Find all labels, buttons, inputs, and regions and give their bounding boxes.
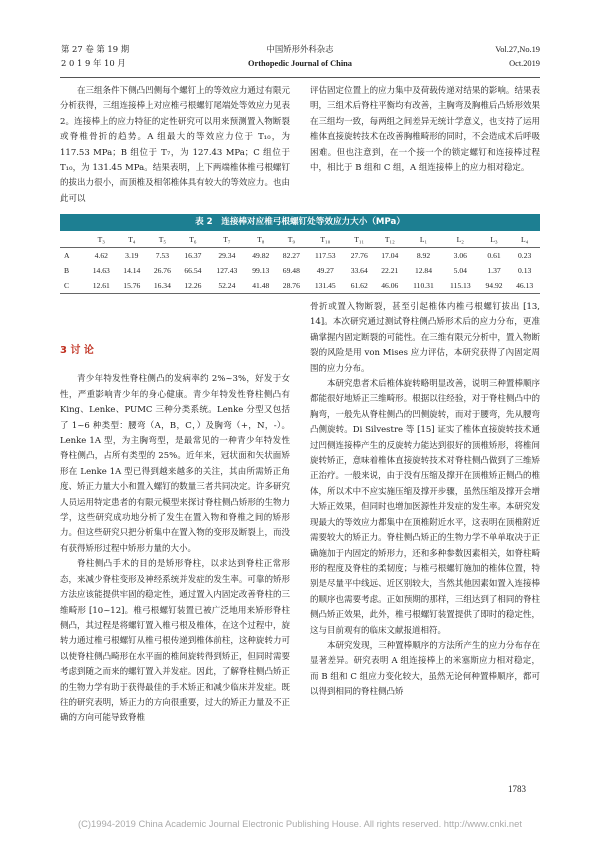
table-cell: 33.64 — [350, 266, 368, 275]
table-cell: 14.14 — [123, 266, 141, 275]
column-header: T₄ — [128, 235, 136, 244]
table-cell: 110.31 — [413, 281, 434, 290]
table-cell: 5.04 — [453, 266, 467, 275]
table-cell: 16.37 — [184, 251, 202, 260]
column-header: T₁₁ — [354, 235, 365, 244]
issue-date-cn: 2 0 1 9 年 10 月 — [61, 58, 126, 68]
table-cell: 12.84 — [414, 266, 433, 275]
table-caption: 表 2 连接棒对应椎弓根螺钉处等效应力大小（MPa） — [60, 214, 540, 231]
table-cell: 115.13 — [450, 281, 471, 290]
journal-title-cn: 中国矫形外科杂志 — [266, 44, 334, 54]
table-cell: 0.61 — [487, 251, 501, 260]
table-cell: 94.92 — [485, 281, 503, 290]
table-cell: 3.19 — [125, 251, 139, 260]
left-column-bottom — [60, 343, 290, 727]
volume-issue-cn: 第 27 卷 第 19 期 — [61, 44, 130, 54]
table-cell: 0.13 — [518, 266, 532, 275]
table-cell: 12.26 — [184, 281, 202, 290]
table-cell: 66.54 — [184, 266, 202, 275]
column-header: T₆ — [189, 235, 197, 244]
column-header: L₄ — [521, 235, 529, 244]
table-cell: 8.92 — [416, 251, 431, 260]
column-header: T₇ — [223, 235, 231, 244]
discussion-paragraph-2: 脊柱侧凸手术的目的是矫形脊柱，以求达到脊柱正常形态，来减少脊柱变形及神经系统并发症的发生率。可靠的矫形方法应该能提供牢固的稳定性，通过置入内固定改善脊柱的三维畸形 [10~12]。椎弓根螺钉装置已被广泛地用来矫形脊柱侧凸，其过程是将螺钉置入椎弓根及椎体，在这个过程中，旋转力通过椎弓根螺钉从椎弓根传递到椎体前柱，这种旋转力可以使脊柱侧凸畸形在水平面的椎间旋转得到矫正，但同时需要考虑到随之而来的螺钉置入并发症。因此，了解脊柱侧凸矫正的生物力学有助于获得最佳的手术矫正和减少临床并发症。既往的研究表明，矫正力的方向很重要，过大的矫正力量及不正确的方向可能导致脊椎 — [60, 559, 290, 724]
copyright-watermark: (C)1994-2019 China Academic Journal Electronic Publishing House. All rights reserved. http://www.cnki.net — [78, 818, 522, 829]
journal-title-en: Orthopedic Journal of China — [247, 59, 352, 68]
table-cell: C — [64, 281, 70, 290]
table-cell: 15.76 — [123, 281, 141, 290]
column-header: L₂ — [456, 235, 464, 244]
table-cell: 49.82 — [252, 251, 270, 260]
results-paragraph-continued: 评估固定位置上的应力集中及荷载传递对结果的影响。结果表明，三组术后脊柱平衡均有改善，主胸弯及胸椎后凸矫形效果在三组均一致，每两组之间差异无统计学意义，也支持了运用椎体直接旋转技术在改善胸椎畸形的同时，不会造成术后呼吸困难。但也注意到，在一个接一个的锁定螺钉和连接棒过程中，相比于 B 组和 C 组，A 组连接棒上的应力相对稳定。 — [310, 86, 540, 174]
header-rule — [60, 77, 540, 78]
table-cell: 117.53 — [314, 251, 336, 260]
table-cell: 99.13 — [252, 266, 270, 275]
table-cell: 7.53 — [155, 251, 170, 260]
table-cell: 3.06 — [453, 251, 467, 260]
discussion-paragraph-2-continued: 骨折或置入物断裂，甚至引起椎体内椎弓根螺钉拔出 [13, 14]。本次研究通过测试脊柱侧凸矫形术后的应力分布，更准确掌握内固定断裂的可能性。在三维有限元分析中，置入物断裂的风险是用 von Mises 应力评估，本研究获得了內固定周围的应力分布。 — [310, 302, 540, 374]
column-header: L₁ — [419, 235, 428, 244]
table-cell: 52.24 — [218, 281, 236, 290]
volume-issue-en: Vol.27,No.19 — [495, 45, 540, 54]
issue-date-en: Oct.2019 — [509, 59, 540, 68]
table-row — [60, 278, 540, 294]
column-header: T₈ — [257, 235, 265, 244]
right-column-top — [310, 84, 540, 176]
results-paragraph: 在三组条件下侧凸凹侧每个螺钉上的等效应力通过有限元分析获得，三组连接棒上对应椎弓根螺钉尾端处等效应力见表 2。连接棒上的应力特征的定性研究可以用来预测置入物断裂或脊椎骨折的趋势。A 组最大的等效应力位于 T₁₀，为 117.53 MPa；B 组位于 T₇，为 127.43 MPa；C 组位于 T₁₀，为 131.45 MPa。结果表明，上下两端椎体椎弓根螺钉的拔出力很小，而顶椎及相邻椎体具有较大的等效应力。也由此可以 — [60, 86, 290, 204]
section-title: 3 讨 论 — [60, 345, 94, 356]
table-cell: 28.76 — [282, 281, 300, 290]
table-cell: 12.61 — [92, 281, 110, 290]
table-cell: 41.48 — [252, 281, 270, 290]
table-cell: 69.48 — [282, 266, 300, 275]
table-cell: 131.45 — [314, 281, 336, 290]
table-cell: 61.62 — [350, 281, 368, 290]
table-cell: 127.43 — [216, 266, 238, 275]
table-cell: 27.76 — [350, 251, 368, 260]
table-header-row — [60, 232, 540, 248]
table-cell: 22.21 — [381, 266, 399, 275]
column-header: T₁₂ — [384, 235, 395, 244]
column-header: T₁₀ — [320, 235, 331, 244]
table-cell: 29.34 — [218, 251, 236, 260]
column-header: T₅ — [158, 235, 167, 244]
page-header — [0, 40, 600, 76]
column-header: T₃ — [97, 235, 105, 244]
table-cell: 46.06 — [381, 281, 399, 290]
left-column-top — [60, 84, 290, 207]
table-row — [60, 263, 540, 278]
table-cell: 82.27 — [282, 251, 300, 260]
page-number: 1783 — [508, 784, 526, 794]
table-cell: A — [64, 251, 70, 260]
table-cell: 14.63 — [92, 266, 110, 275]
table-cell: 26.76 — [153, 266, 171, 275]
table-cell: 4.62 — [94, 251, 108, 260]
stress-table — [60, 232, 540, 294]
table-body — [60, 248, 540, 294]
table-cell: 16.34 — [153, 281, 171, 290]
table-cell: 0.23 — [518, 251, 532, 260]
column-header: T₉ — [287, 235, 295, 244]
column-header: L₃ — [490, 235, 498, 244]
table-cell: 49.27 — [316, 266, 334, 275]
discussion-paragraph-4: 本研究发现，三种置棒顺序的方法所产生的应力分布存在显著差异。研究表明 A 组连接棒上的米塞斯应力相对稳定，而 B 组和 C 组应力变化较大，虽然无论何种置棒顺序，都可以得到相同的脊柱侧凸矫 — [310, 640, 540, 698]
right-column-bottom — [310, 300, 540, 701]
table-cell: B — [64, 266, 70, 275]
discussion-paragraph-3: 本研究患者术后椎体旋转略明显改善，说明三种置棒顺序都能很好地矫正三维畸形。根据以往经验，对于脊柱侧凸中的胸弯，一般先从脊柱侧凸的凹侧旋转，而对于腰弯，先从腰弯凸侧旋转。Di Silvestre 等 [15] 证实了椎体直接旋转技术通过凹侧连接棒产生的反旋转力能达到很好的顶椎矫形，将椎间旋转矫正，意味着椎体直接旋转技术对脊柱侧凸做到了三维矫正治疗。一般来说，由于没有压缩及撑开在顶椎矫正侧凸的椎体，所以术中不应实施压缩及撑开步骤，虽然压缩及撑开会增大矫正效果，但同时也增加医源性并发症的发生率。本研究发现最大的等效应力都集中在顶椎附近水平，这表明在顶椎附近需要较大的矫正力。脊柱侧凸矫正的生物力学不单单取决于正确施加于内固定的矫形力，还和多种参数因素相关，如脊柱畸形的程度及脊柱的柔韧度；与椎弓根螺钉施加的椎体位置，特别是尽量平中线远、近区别较大，当然其他因素如置入连接棒的顺序也需要考虑。正如预期的那样，三组达到了相同的脊柱侧凸矫正效果，此外，椎弓根螺钉装置提供了即时的稳定性，这与目前观有的临床文献报道相符。 — [310, 379, 540, 636]
table-cell: 1.37 — [487, 266, 501, 275]
column-header — [60, 232, 86, 248]
discussion-paragraph-1: 青少年特发性脊柱侧凸的发病率约 2%~3%，好发于女性，严重影响青少年的身心健康。青少年特发性脊柱侧凸有 King、Lenke、PUMC 三种分类系统。Lenke 分型又包括了 1~6 种类型：腰弯（A，B，C，）及胸弯（+，N，-）。Lenke 1A 型，为主胸弯型，是最常见的一种青少年特发性脊柱侧凸，占所有类型的 25%。近年来，冠状面和矢状面矫形在 Lenke 1A 型已得到越来越多的关注，其由所需矫正角度、矫正力量大小和置入螺钉的数量三者共同决定。许多研究人员运用特定患者的有限元模型来探讨脊柱侧凸矫形的生物力学，这些研究成功地分析了发生在置入物和脊椎之间的矫形力。但这些研究只把分析集中在置入物的变形及断裂上，而没有获得矫形过程中矫形力量的大小。 — [60, 374, 290, 554]
table-cell: 46.13 — [516, 281, 534, 290]
table-row — [60, 248, 540, 264]
table-cell: 17.04 — [381, 251, 399, 260]
